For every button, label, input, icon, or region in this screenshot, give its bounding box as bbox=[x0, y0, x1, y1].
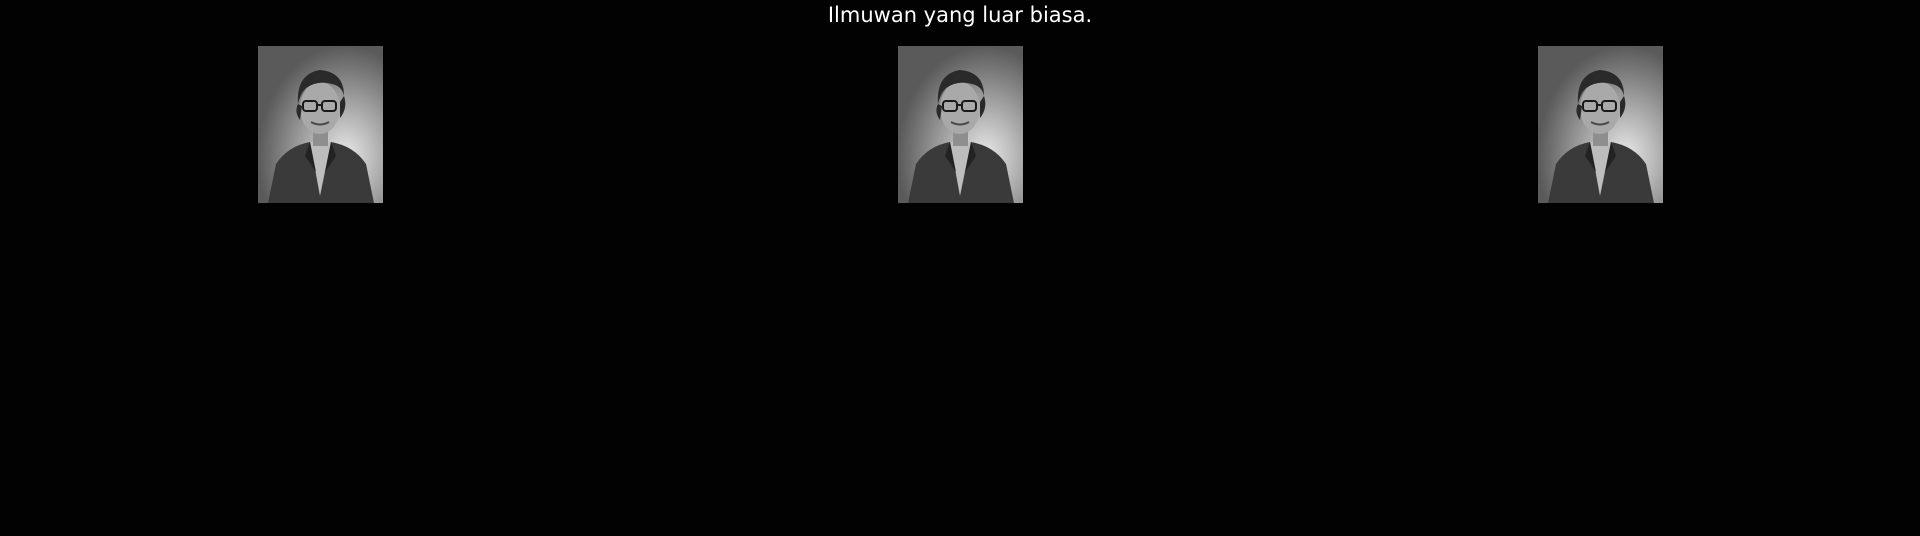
photo-gallery bbox=[0, 46, 1920, 203]
scientist-portrait-image bbox=[258, 46, 383, 203]
portrait-photo-icon bbox=[1538, 46, 1663, 203]
scientist-portrait-image bbox=[898, 46, 1023, 203]
page-heading: Ilmuwan yang luar biasa. bbox=[827, 3, 1093, 27]
scientist-portrait-image bbox=[1538, 46, 1663, 203]
portrait-photo-icon bbox=[258, 46, 383, 203]
portrait-photo-icon bbox=[898, 46, 1023, 203]
